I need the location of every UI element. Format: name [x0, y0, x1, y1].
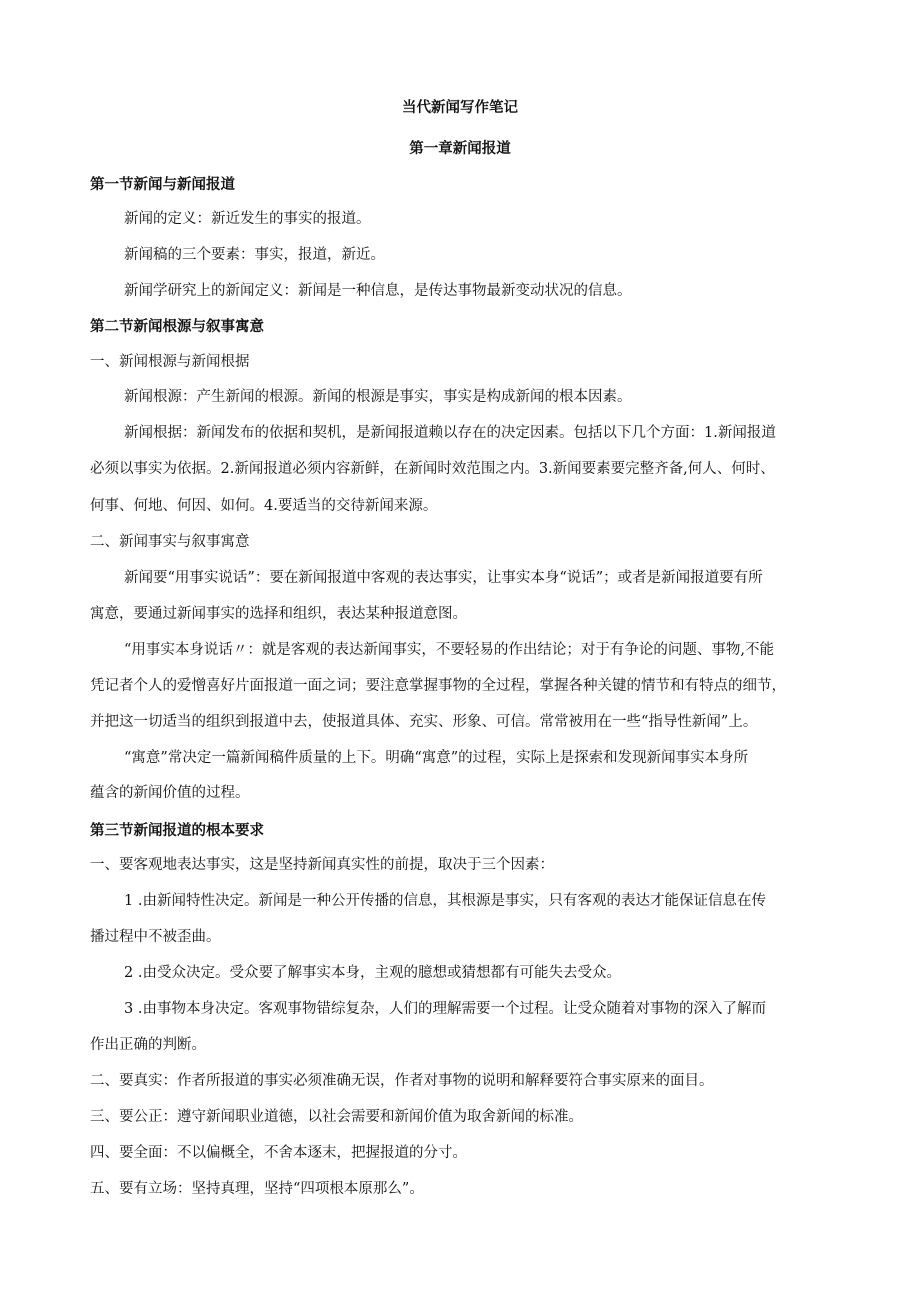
paragraph: 新闻稿的三个要素：事实，报道，新近。	[124, 247, 385, 263]
paragraph-line: “寓意”常决定一篇新闻稿件质量的上下。明确“寓意”的过程，实际上是探索和发现新闻事实本身所	[124, 750, 749, 766]
paragraph-line: “用事实本身说话〃：就是客观的表达新闻事实，不要轻易的作出结论；对于有争论的问题、事物,不能	[124, 642, 775, 658]
document-title: 当代新闻写作笔记	[402, 100, 518, 116]
factor-item: 2 .由受众决定。受众要了解事实本身，主观的臆想或猜想都有可能失去受众。	[124, 965, 621, 981]
factor-item-continued: 作出正确的判断。	[90, 1037, 206, 1053]
section-heading-1: 第一节新闻与新闻报道	[90, 177, 235, 193]
list-item: 四、要全面：不以偏概全，不舍本逐末，把握报道的分寸。	[90, 1145, 467, 1161]
paragraph-line: 蕴含的新闻价值的过程。	[90, 785, 250, 801]
factor-item: 1 .由新闻特性决定。新闻是一种公开传播的信息，其根源是事实，只有客观的表达才能保证信息在传	[124, 893, 766, 909]
paragraph-line: 何事、何地、何因、如何。4.要适当的交待新闻来源。	[90, 498, 438, 514]
paragraph-line: 必须以事实为依据。2.新闻报道必须内容新鲜，在新闻时效范围之内。3.新闻要素要完整齐备,何人、何时、	[90, 461, 775, 477]
paragraph-line: 并把这一切适当的组织到报道中去，使报道具体、充实、形象、可信。常常被用在一些“指导性新闻”上。	[90, 714, 758, 730]
list-item: 二、要真实：作者所报道的事实必须准确无误，作者对事物的说明和解释要符合事实原来的面目。	[90, 1073, 714, 1089]
subheading: 二、新闻事实与叙事寓意	[90, 534, 250, 550]
list-item: 五、要有立场：坚持真理，坚持“四项根本原那么”。	[90, 1181, 424, 1197]
paragraph: 新闻学研究上的新闻定义：新闻是一种信息，是传达事物最新变动状况的信息。	[124, 283, 632, 299]
section-heading-2: 第二节新闻根源与叙事寓意	[90, 319, 264, 335]
list-item: 三、要公正：遵守新闻职业道德，以社会需要和新闻价值为取舍新闻的标准。	[90, 1109, 583, 1125]
paragraph-line: 新闻要“用事实说话”：要在新闻报道中客观的表达事实，让事实本身“说话”；或者是新闻报道要有所	[124, 570, 763, 586]
paragraph-line: 寓意，要通过新闻事实的选择和组织，表达某种报道意图。	[90, 606, 467, 622]
paragraph: 新闻根源：产生新闻的根源。新闻的根源是事实，事实是构成新闻的根本因素。	[124, 389, 632, 405]
list-item: 一、要客观地表达事实，这是坚持新闻真实性的前提，取决于三个因素：	[90, 857, 554, 873]
subheading: 一、新闻根源与新闻根据	[90, 354, 250, 370]
paragraph: 新闻的定义：新近发生的事实的报道。	[124, 211, 371, 227]
section-heading-3: 第三节新闻报道的根本要求	[90, 823, 264, 839]
factor-item-continued: 播过程中不被歪曲。	[90, 929, 221, 945]
paragraph-line: 凭记者个人的爱憎喜好片面报道一面之词；要注意掌握事物的全过程，掌握各种关键的情节和有特点的细节，	[90, 678, 786, 694]
factor-item: 3 .由事物本身决定。客观事物错综复杂，人们的理解需要一个过程。让受众随着对事物的深入了解而	[124, 1001, 766, 1017]
paragraph-line: 新闻根据：新闻发布的依据和契机，是新闻报道赖以存在的决定因素。包括以下几个方面：1.新闻报道	[124, 425, 776, 441]
chapter-title: 第一章新闻报道	[409, 141, 511, 157]
